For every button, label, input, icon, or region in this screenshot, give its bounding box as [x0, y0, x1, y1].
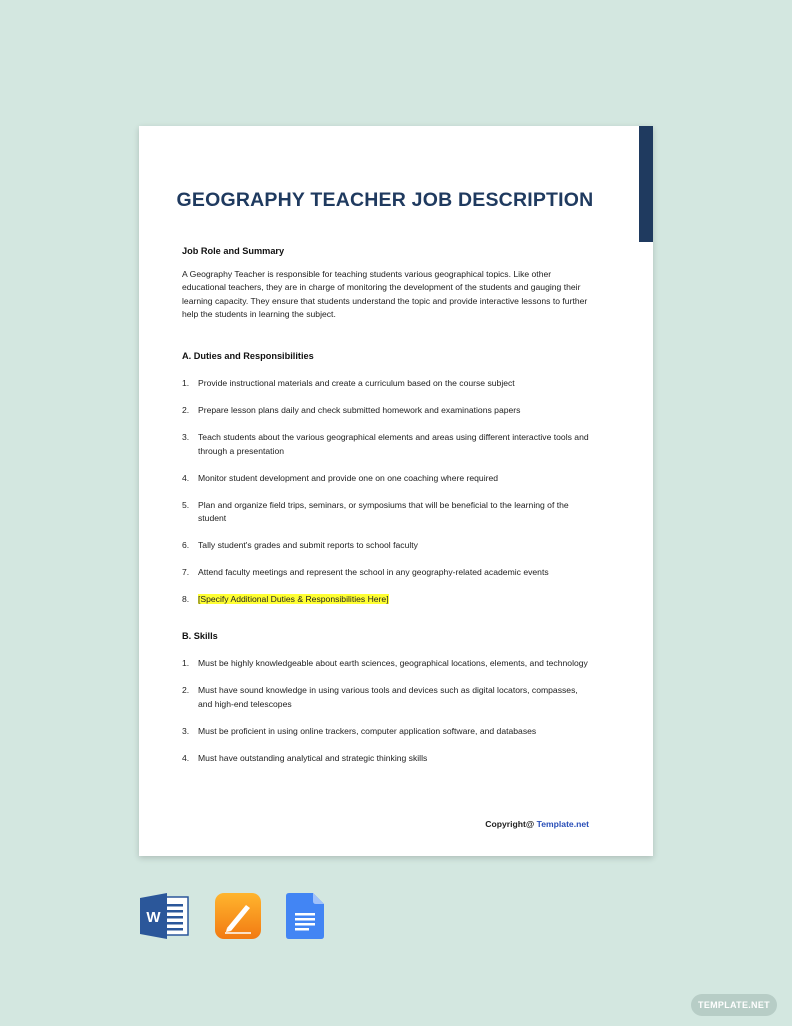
list-item: 2. Must have sound knowledge in using various tools and devices such as digital locators, compasses, and high-end telescopes	[182, 685, 578, 709]
list-item-text: Must be highly knowledgeable about earth sciences, geographical locations, elements, and technology	[198, 658, 588, 668]
copyright-prefix: Copyright@	[485, 819, 537, 829]
list-item-text: Tally student's grades and submit reports to school faculty	[198, 540, 418, 550]
list-item-text: Teach students about the various geographical elements and areas using different interactive tools and through a presentation	[198, 432, 589, 456]
list-item: 1. Must be highly knowledgeable about earth sciences, geographical locations, elements, and technology	[182, 658, 588, 668]
document-page	[139, 126, 653, 856]
document-content	[182, 245, 590, 765]
summary-heading: Job Role and Summary	[182, 246, 285, 256]
template-net-watermark: TEMPLATE.NET	[691, 994, 777, 1016]
template-link[interactable]: Template.net	[536, 819, 589, 829]
list-item-text: Prepare lesson plans daily and check submitted homework and examinations papers	[198, 405, 521, 415]
duties-list	[182, 377, 590, 607]
accent-bar	[639, 126, 653, 242]
list-item: 7. Attend faculty meetings and represent the school in any geography-related academic events	[182, 567, 549, 577]
list-item-text: Must have sound knowledge in using various tools and devices such as digital locators, compasses, and high-end telescopes	[198, 685, 578, 709]
list-item: 3. Must be proficient in using online trackers, computer application software, and databases	[182, 725, 537, 736]
svg-text:W: W	[146, 909, 161, 926]
google-docs-icon[interactable]	[286, 893, 324, 939]
word-icon[interactable]	[140, 893, 190, 939]
list-item: 2. Prepare lesson plans daily and check submitted homework and examinations papers	[182, 405, 521, 415]
document-title: GEOGRAPHY TEACHER JOB DESCRIPTION	[176, 189, 594, 211]
copyright-note	[485, 819, 589, 829]
pages-icon[interactable]	[215, 893, 261, 939]
list-item-text: Attend faculty meetings and represent the school in any geography-related academic events	[198, 567, 549, 577]
list-item: 4. Must have outstanding analytical and strategic thinking skills	[182, 752, 428, 763]
list-item: 1. Provide instructional materials and create a curriculum based on the course subject	[182, 378, 515, 388]
list-item: 4. Monitor student development and provide one on one coaching where required	[182, 472, 499, 483]
list-item-text: Must have outstanding analytical and strategic thinking skills	[198, 752, 428, 763]
list-item-text: Provide instructional materials and create a curriculum based on the course subject	[198, 378, 515, 388]
list-item: 8. [Specify Additional Duties & Responsibilities Here]	[182, 594, 389, 604]
placeholder-highlight: [Specify Additional Duties & Responsibilities Here]	[198, 594, 389, 604]
list-item-text: Must be proficient in using online trackers, computer application software, and databases	[198, 725, 537, 736]
skills-heading: B. Skills	[182, 630, 218, 641]
list-item-text: Plan and organize field trips, seminars, or symposiums that will be beneficial to the learning of the student	[198, 499, 569, 523]
skills-list	[182, 657, 590, 765]
list-item: 6. Tally student's grades and submit reports to school faculty	[182, 540, 418, 550]
summary-paragraph: A Geography Teacher is responsible for teaching students various geographical topics. Like other educational teachers, they are in charge of monitoring the development of the students and gauging their learning capacity. They ensure that students understand the topic and provide interactive lessons to further help the students in learning the subject.	[182, 268, 588, 319]
duties-heading: A. Duties and Responsibilities	[182, 350, 314, 361]
list-item: 5. Plan and organize field trips, seminars, or symposiums that will be beneficial to the learning of the student	[182, 499, 569, 523]
list-item: 3. Teach students about the various geographical elements and areas using different interactive tools and through a presentation	[182, 432, 589, 456]
list-item-text: Monitor student development and provide one on one coaching where required	[198, 472, 499, 483]
